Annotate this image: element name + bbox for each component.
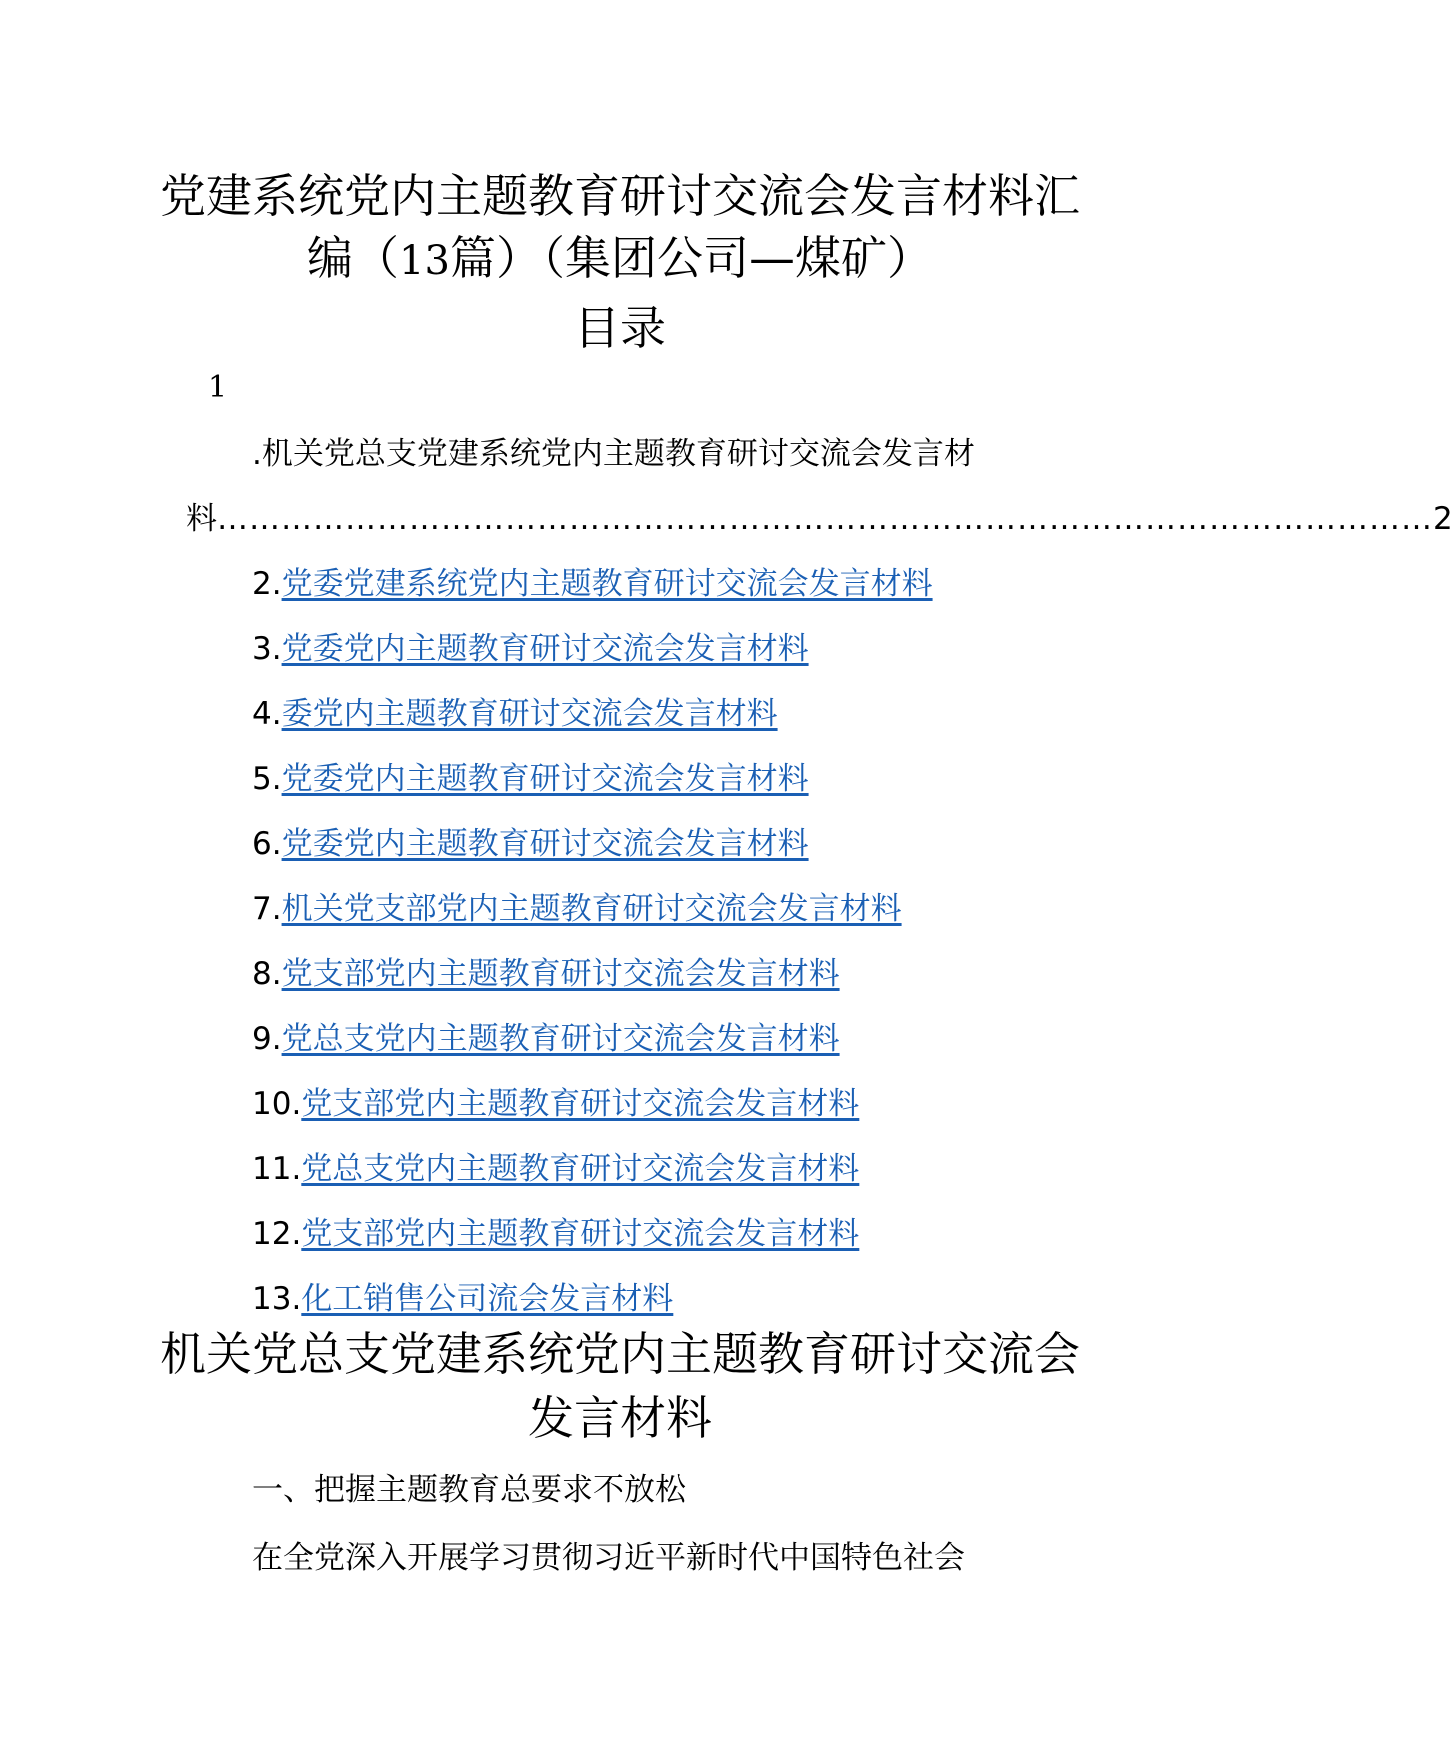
- toc-item: [252, 1212, 933, 1277]
- toc-item-number: 5.: [252, 761, 282, 797]
- toc-link[interactable]: 党总支党内主题教育研讨交流会发言材料: [281, 1021, 840, 1057]
- toc-item: [252, 952, 933, 1017]
- toc-link[interactable]: 机关党支部党内主题教育研讨交流会发言材料: [281, 891, 902, 927]
- toc-item-number: 12.: [252, 1216, 302, 1252]
- toc-item: [252, 562, 933, 627]
- toc-item: [252, 1147, 933, 1212]
- section-title: 机关党总支党建系统党内主题教育研讨交流会发言材料: [160, 1327, 1080, 1445]
- toc-item-number: 2.: [252, 566, 282, 602]
- toc-item-1-line1[interactable]: .机关党总支党建系统党内主题教育研讨交流会发言材: [252, 436, 975, 472]
- toc-link[interactable]: 党委党内主题教育研讨交流会发言材料: [281, 826, 809, 862]
- toc-item: [252, 887, 933, 952]
- toc-item-number: 6.: [252, 826, 282, 862]
- toc-link[interactable]: 党委党内主题教育研讨交流会发言材料: [281, 761, 809, 797]
- toc-item: [252, 1082, 933, 1147]
- toc-item: [252, 757, 933, 822]
- toc-heading: 目录: [574, 301, 666, 355]
- toc-item-1-page: 2: [1433, 501, 1453, 537]
- toc-link[interactable]: 党支部党内主题教育研讨交流会发言材料: [281, 956, 840, 992]
- toc-item: [252, 822, 933, 887]
- stray-page-number: 1: [208, 370, 228, 405]
- toc-link[interactable]: 委党内主题教育研讨交流会发言材料: [281, 696, 778, 732]
- toc-link[interactable]: 党支部党内主题教育研讨交流会发言材料: [301, 1086, 860, 1122]
- toc-list: [252, 562, 933, 1342]
- toc-item-1-tail: 料: [186, 501, 217, 537]
- toc-link[interactable]: 党委党建系统党内主题教育研讨交流会发言材料: [281, 566, 933, 602]
- toc-dot-leader: ……………………………………………………………………………………………………: [217, 501, 1433, 537]
- toc-item-number: 10.: [252, 1086, 302, 1122]
- toc-item-number: 3.: [252, 631, 282, 667]
- toc-item-number: 7.: [252, 891, 282, 927]
- toc-link[interactable]: 党支部党内主题教育研讨交流会发言材料: [301, 1216, 860, 1252]
- document-title: 党建系统党内主题教育研讨交流会发言材料汇编（13篇）（集团公司—煤矿）: [160, 169, 1080, 285]
- toc-item-number: 13.: [252, 1281, 302, 1317]
- toc-item-number: 11.: [252, 1151, 302, 1187]
- toc-item: [252, 1017, 933, 1082]
- toc-item: [252, 692, 933, 757]
- toc-link[interactable]: 化工销售公司流会发言材料: [301, 1281, 674, 1317]
- toc-item-1-line2[interactable]: [186, 497, 1453, 541]
- toc-item-number: 4.: [252, 696, 282, 732]
- toc-link[interactable]: 党总支党内主题教育研讨交流会发言材料: [301, 1151, 860, 1187]
- section-subheading: 一、把握主题教育总要求不放松: [252, 1472, 686, 1508]
- toc-item-number: 8.: [252, 956, 282, 992]
- toc-link[interactable]: 党委党内主题教育研讨交流会发言材料: [281, 631, 809, 667]
- toc-item-number: 9.: [252, 1021, 282, 1057]
- toc-item: [252, 627, 933, 692]
- body-paragraph: 在全党深入开展学习贯彻习近平新时代中国特色社会: [252, 1540, 965, 1576]
